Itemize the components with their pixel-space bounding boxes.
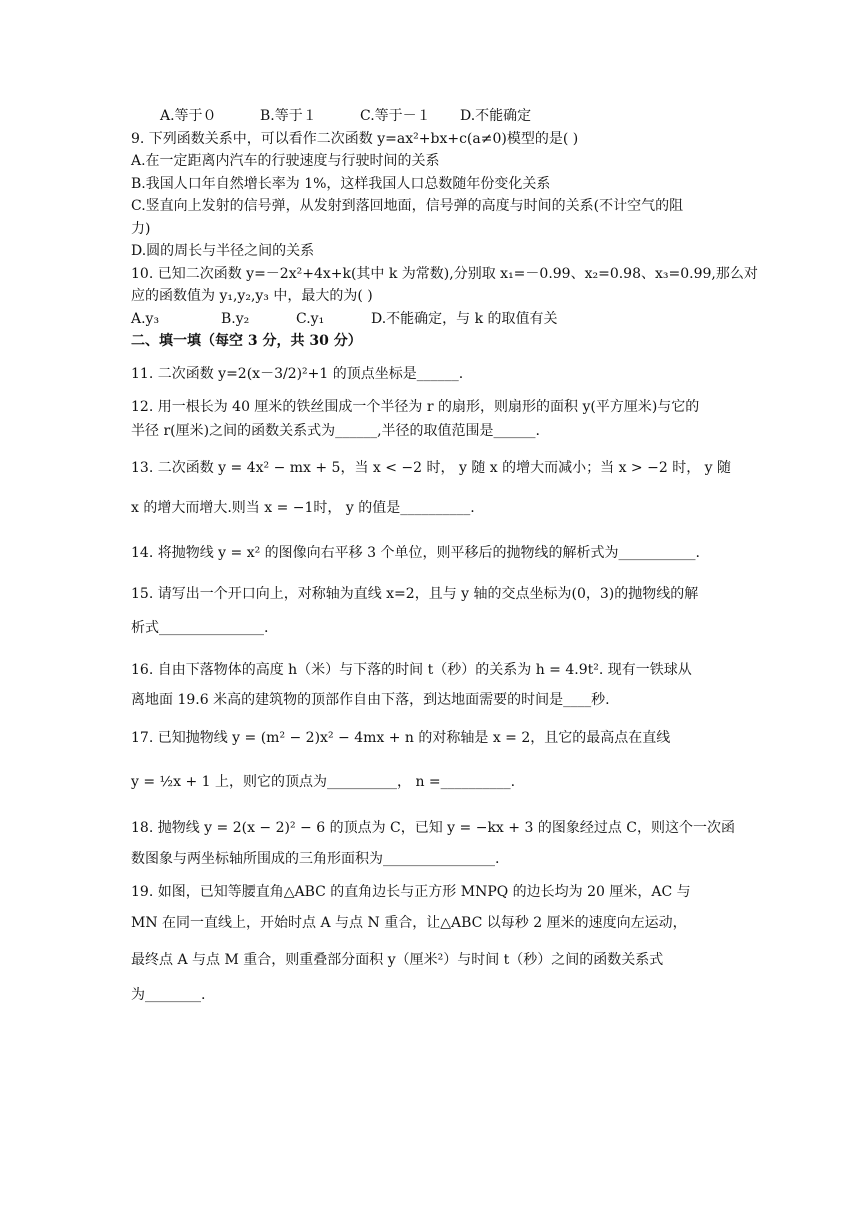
q18-line2: 数图象与两坐标轴所围成的三角形面积为________________. [131,851,500,867]
q17-line1: 17. 已知抛物线 y = (m² − 2)x² − 4mx + n 的对称轴是 x = 2，且它的最高点在直线 [131,730,671,746]
q14: 14. 将抛物线 y = x² 的图像向右平移 3 个单位，则平移后的抛物线的解析式为___________. [131,545,700,561]
q13-line1: 13. 二次函数 y = 4x² − mx + 5，当 x < −2 时， y 随 x 的增大而减小；当 x > −2 时， y 随 [131,460,732,476]
q10-option-b: B.y₂ [221,311,250,327]
q10-stem-line2: 应的函数值为 y₁,y₂,y₃ 中，最大的为( ) [131,288,373,304]
q19-line1: 19. 如图，已知等腰直角△ABC 的直角边长与正方形 MNPQ 的边长均为 20 厘米，AC 与 [131,884,691,900]
q8-option-b: B.等于１ [260,108,317,124]
q9-option-c-line1: C.竖直向上发射的信号弹，从发射到落回地面，信号弹的高度与时间的关系(不计空气的阻 [131,198,684,214]
q10-option-d: D.不能确定，与 k 的取值有关 [371,311,558,327]
q15-line1: 15. 请写出一个开口向上，对称轴为直线 x=2，且与 y 轴的交点坐标为(0，3)的抛物线的解 [131,586,699,602]
q18-line1: 18. 抛物线 y = 2(x − 2)² − 6 的顶点为 C，已知 y = −kx + 3 的图象经过点 C，则这个一次函 [131,820,735,836]
q11: 11. 二次函数 y=2(x－3/2)²+1 的顶点坐标是______. [131,366,464,382]
q12-line2: 半径 r(厘米)之间的函数关系式为______,半径的取值范围是______. [131,423,540,439]
q9-option-c-line2: 力) [131,221,151,237]
q9-stem: 9. 下列函数关系中，可以看作二次函数 y=ax²+bx+c(a≠0)模型的是( ) [131,131,579,147]
q19-line3: 最终点 A 与点 M 重合，则重叠部分面积 y（厘米²）与时间 t（秒）之间的函数关系式 [131,952,664,968]
q8-options [160,106,531,126]
q16-line2: 离地面 19.6 米高的建筑物的顶部作自由下落，到达地面需要的时间是____秒. [131,692,610,708]
q10-options [131,309,558,329]
q8-option-a: A.等于０ [160,108,217,124]
q16-line1: 16. 自由下落物体的高度 h（米）与下落的时间 t（秒）的关系为 h = 4.9t². 现有一铁球从 [131,662,692,678]
q17-line2: y = ½x + 1 上，则它的顶点为__________， n =__________. [131,774,516,790]
q8-option-c: C.等于－１ [360,108,431,124]
section-heading: 二、填一填（每空 3 分，共 30 分） [131,333,362,349]
q19-line2: MN 在同一直线上，开始时点 A 与点 N 重合，让△ABC 以每秒 2 厘米的速度向左运动， [131,915,687,931]
q9-option-a: A.在一定距离内汽车的行驶速度与行驶时间的关系 [131,153,440,169]
q10-stem-line1: 10. 已知二次函数 y=－2x²+4x+k(其中 k 为常数),分别取 x₁=－0.99、x₂=0.98、x₃=0.99,那么对 [131,266,758,282]
q8-option-d: D.不能确定 [460,108,532,124]
q9-option-d: D.圆的周长与半径之间的关系 [131,243,315,259]
q13-line2: x 的增大而增大.则当 x = −1时， y 的值是__________. [131,500,475,516]
q12-line1: 12. 用一根长为 40 厘米的铁丝围成一个半径为 r 的扇形，则扇形的面积 y(平方厘米)与它的 [131,399,700,415]
q10-option-c: C.y₁ [296,311,325,327]
q10-option-a: A.y₃ [131,311,160,327]
q19-line4: 为________. [131,987,206,1003]
q9-option-b: B.我国人口年自然增长率为 1%，这样我国人口总数随年份变化关系 [131,176,551,192]
q15-line2: 析式_______________. [131,620,269,636]
